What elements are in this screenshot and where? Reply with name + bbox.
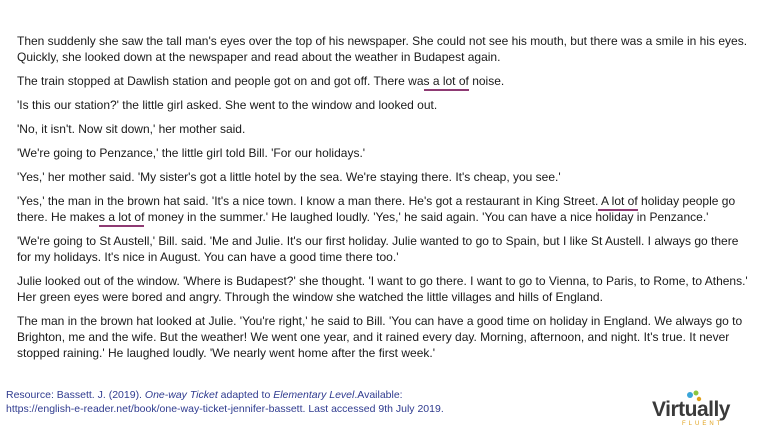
paragraph-8: 'We're going to St Austell,' Bill. said. 'Me and Julie. It's our first holiday. Julie wanted to go to Spain, but I like St Austell. I always go there for my holidays. It's nice in August. You can have a good time there too.' [17,234,739,264]
paragraph-1: Then suddenly she saw the tall man's eyes over the top of his newspaper. She could not see his mouth, but there was a smile in his eyes. Quickly, she looked down at the newspaper and read about the weather in Budapest again. [17,34,748,64]
text: holiday people go there. He make [17,194,736,224]
paragraph-7 [17,193,752,225]
paragraph-2 [17,73,752,89]
text: money in the summer.' He laughed loudly. 'Yes,' he said again. 'You can have a nice holiday in Penzance.' [144,210,709,224]
book-level: Elementary Level [273,389,355,401]
virtually-fluent-logo [652,390,752,428]
paragraph-3: 'Is this our station?' the little girl asked. She went to the window and looked out. [17,98,438,112]
paragraph-9: Julie looked out of the window. 'Where is Budapest?' she thought. 'I want to go there. I want to go to Vienna, to Paris, to Rome, to Athens.' Her green eyes were bored and angry. Through the window she watched the little villages and hills of England. [17,274,748,304]
logo-wordmark: Virtually [652,398,730,421]
underlined-phrase: A lot of [598,194,637,211]
paragraph-6: 'Yes,' her mother said. 'My sister's got a little hotel by the sea. We're staying there. It's cheap, you see.' [17,170,561,184]
underlined-phrase: s a lot of [99,210,144,227]
book-title: One-way Ticket [144,389,218,401]
text: noise. [468,74,505,88]
text: 'Yes,' the man in the brown hat said. 'It's a nice town. I know a man there. He's got a restaurant in King Street. [17,194,599,208]
paragraph-5: 'We're going to Penzance,' the little girl told Bill. 'For our holidays.' [17,146,366,160]
paragraph-10: The man in the brown hat looked at Julie. 'You're right,' he said to Bill. 'You can have a good time on holiday in England. We always go to Brighton, me and the wife. But the weather! We went one year, and it rained every day. Morning, afternoon, and night. It's true. It never stopped raining.' He laughed loudly. 'We nearly went home after the first week.' [17,314,743,360]
citation-suffix: .Available: [354,389,403,401]
citation-url[interactable]: https://english-e-reader.net/book/one-way-ticket-jennifer-bassett. Last accessed 9th July 2019. [6,403,444,415]
underlined-phrase: s a lot of [424,74,469,91]
citation-prefix: Resource: Bassett. J. (2019). [6,389,145,401]
paragraph-4: 'No, it isn't. Now sit down,' her mother said. [17,122,246,136]
logo-subtitle: FLUENT [682,421,724,427]
resource-citation [6,388,566,416]
citation-mid: adapted to [217,389,274,401]
story-text [17,33,752,369]
text: The train stopped at Dawlish station and people got on and got off. There wa [17,74,424,88]
